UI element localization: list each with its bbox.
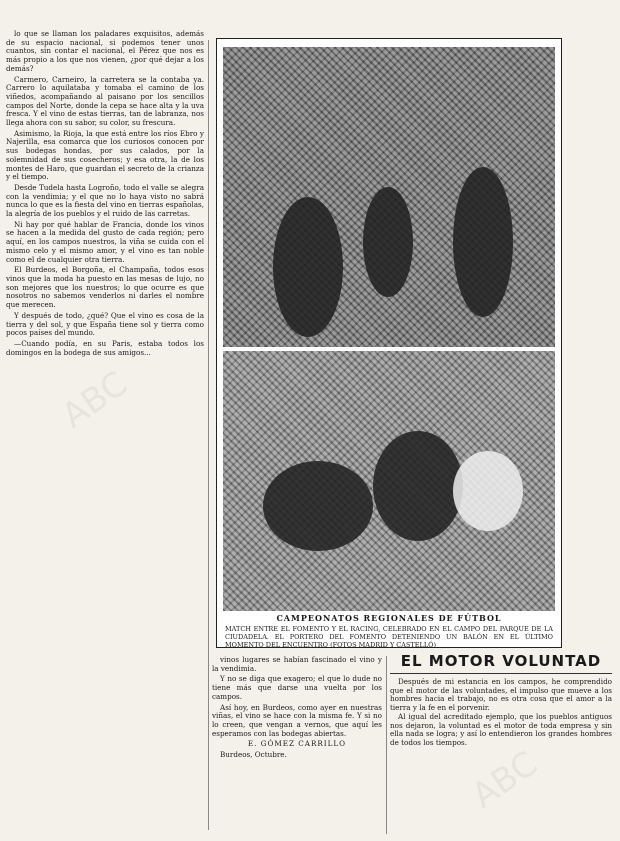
left-paragraph: Asimismo, la Rioja, la que está entre los ríos Ebro y Najerilla, esa comarca que los curiosos conocen por sus bodegas hondas, por sus calados, por la solemnidad de sus cosecheros; y esa otra, la de los montes de Haro, que guardan el secreto de la crianza y el tiempo. bbox=[6, 128, 204, 182]
column-rule bbox=[386, 656, 387, 834]
left-column bbox=[6, 30, 204, 835]
right-article-body bbox=[390, 678, 612, 748]
left-paragraph: El Burdeos, el Borgoña, el Champaña, todos esos vinos que la moda ha puesto en las mesas de lujo, no son mejores que los nuestros; lo que ocurre es que nosotros no sabemos venderlos ni darles el nombre que merecen. bbox=[6, 265, 204, 310]
left-paragraph: Ni hay por qué hablar de Francia, donde los vinos se hacen a la medida del gusto de cada región; pero aquí, en los campos nuestros, la viña se cuida con el mismo celo y el mismo amor, y el vino es tan noble como el de cualquier otra tierra. bbox=[6, 219, 204, 264]
author-signature: E. GÓMEZ CARRILLO bbox=[247, 739, 347, 749]
player-figure bbox=[273, 197, 343, 337]
watermark: ABC bbox=[464, 743, 545, 817]
right-paragraph: Después de mi estancia en los campos, he comprendido que el motor de las voluntades, el impulso que mueve a los hombres hacia el trabajo, no es otra cosa que el amor a la tierra y la fe en el porvenir. bbox=[390, 677, 612, 713]
photo-caption-title: CAMPEONATOS REGIONALES DE FÚTBOL bbox=[276, 613, 502, 623]
dateline: Burdeos, Octubre. bbox=[220, 750, 287, 760]
football-photo-bottom bbox=[223, 351, 555, 611]
middle-paragraph: vinos lugares se habían fascinado el vino y la vendimia. bbox=[212, 656, 382, 673]
football-photo-top bbox=[223, 47, 555, 347]
photo-caption-body: MATCH ENTRE EL FOMENTO Y EL RACING, CELEBRADO EN EL CAMPO DEL PARQUE DE LA CIUDADELA. EL PORTERO DEL FOMENTO DETENIENDO UN BALÓN EN EL ÚLTIMO MOMENTO DEL ENCUENTRO (FOTOS MADRID Y CASTELLÓ) bbox=[225, 625, 553, 649]
goalkeeper-figure bbox=[453, 451, 523, 531]
player-figure bbox=[453, 167, 513, 317]
player-figure bbox=[373, 431, 463, 541]
left-paragraph: —Cuando podía, en su Paris, estaba todos los domingos en la bodega de sus amigos... bbox=[6, 338, 204, 357]
watermark: ABC bbox=[54, 363, 135, 437]
player-figure bbox=[363, 187, 413, 297]
middle-paragraph: Y no se diga que exagero; el que lo dude no tiene más que darse una vuelta por los campos. bbox=[212, 674, 382, 701]
left-paragraph: Carmero, Carneiro, la carretera se la contaba ya. Carrero lo aquilataba y tomaba el camino de los viñedos, acompañando al paisano por los sencillos campos del Norte, donde la cepa se hace alta y la uva fresca. Y el vino de estas tierras, tan de labranza, nos llega ahora con su sabor, su color, su frescura. bbox=[6, 74, 204, 128]
column-rule bbox=[208, 40, 209, 830]
right-paragraph: Al igual del acreditado ejemplo, que los pueblos antiguos nos dejaron, la voluntad es el motor de toda empresa y sin ella nada se logra; y así lo entendieron los grandes hombres de todos los tiempos. bbox=[390, 711, 612, 747]
article-headline: EL MOTOR VOLUNTAD bbox=[390, 652, 612, 674]
right-column bbox=[390, 652, 612, 837]
middle-column bbox=[212, 656, 382, 836]
left-paragraph: Y después de todo, ¿qué? Que el vino es cosa de la tierra y del sol, y que España tiene sol y tierra como pocos países del mundo. bbox=[6, 310, 204, 338]
middle-paragraph: Así hoy, en Burdeos, como ayer en nuestras viñas, el vino se hace con la misma fe. Y si no lo creen, que vengan a vernos, que aquí les esperamos con las bodegas abiertas. bbox=[212, 702, 382, 738]
left-paragraph: lo que se llaman los paladares exquisitos, además de su espacio nacional, si podemos tener unos cuantos, sin contar el nacional, el Pérez que nos es más propio a los que nos vienen, ¿por qué dejar a los demás? bbox=[6, 30, 204, 73]
photo-block bbox=[216, 38, 562, 648]
left-paragraph: Desde Tudela hasta Logroño, todo el valle se alegra con la vendimia; y el que no lo haya visto no sabrá nunca lo que es la fiesta del vino en tierras españolas, la alegría de los pueblos y el ruido de las carretas. bbox=[6, 182, 204, 219]
player-figure bbox=[263, 461, 373, 551]
